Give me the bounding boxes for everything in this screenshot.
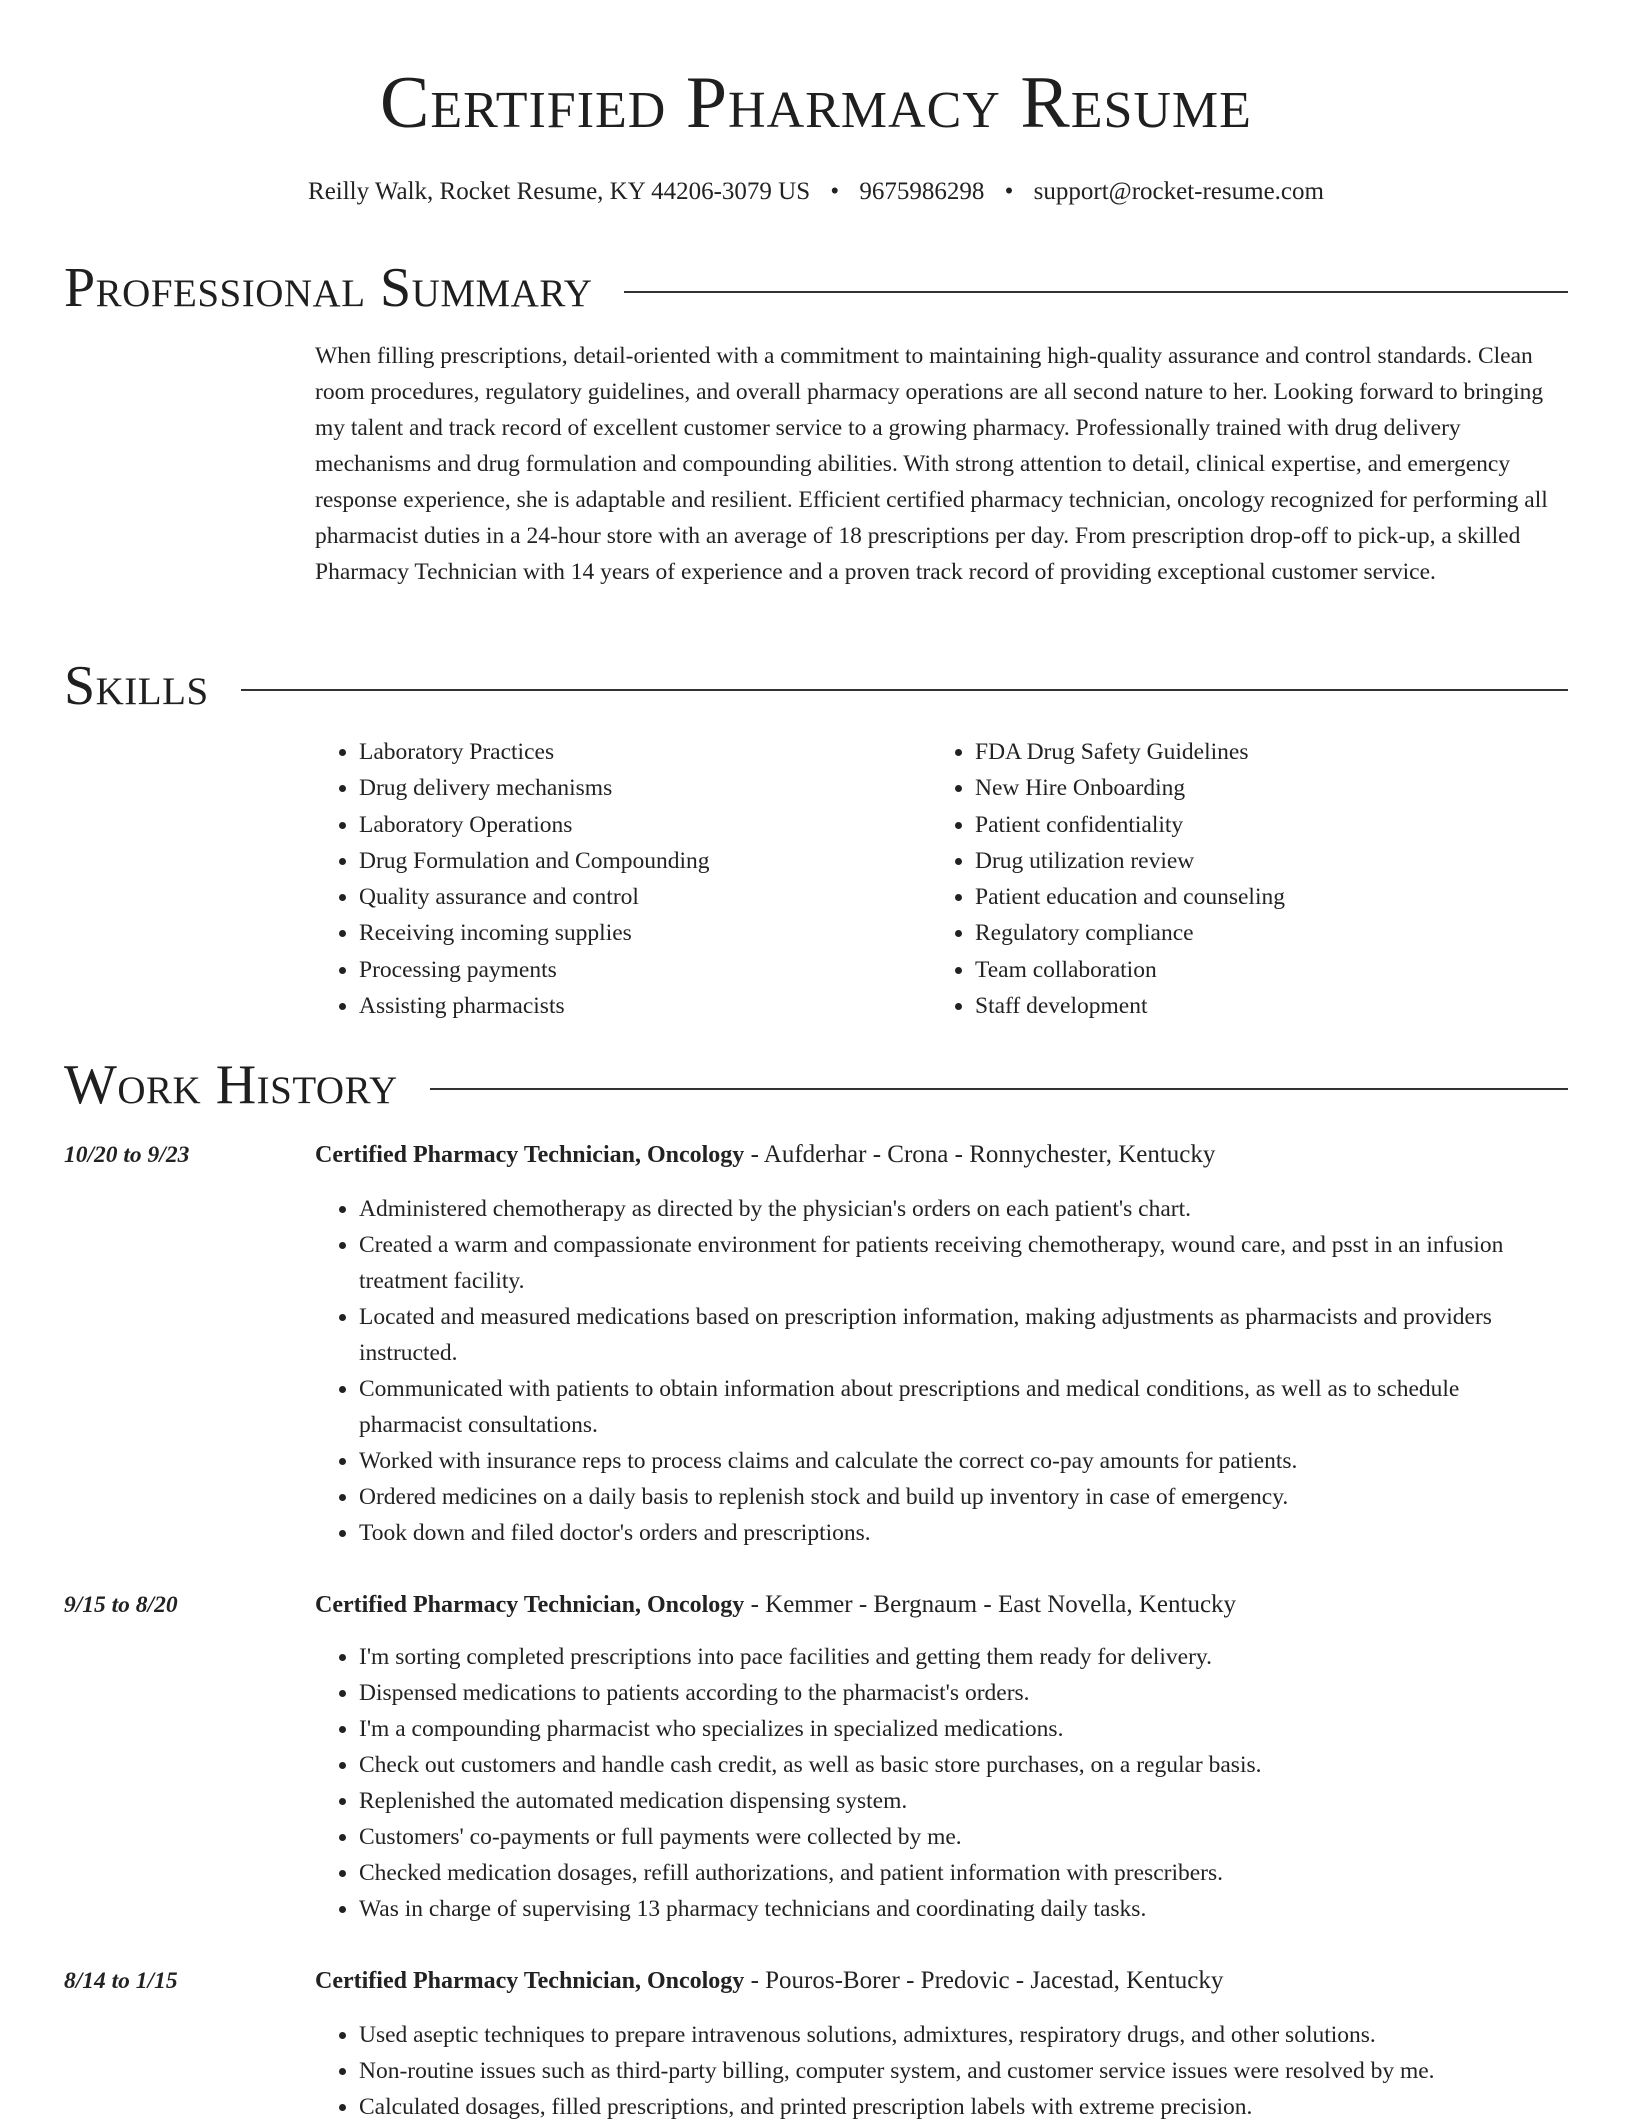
section-divider bbox=[430, 1088, 1568, 1090]
summary-section-header bbox=[64, 256, 1568, 320]
section-divider bbox=[624, 291, 1568, 293]
job-duty: • I'm sorting completed prescriptions into pace facilities and getting them ready for delivery. bbox=[359, 1639, 1568, 1675]
job-duty: • Worked with insurance reps to process claims and calculate the correct co-pay amounts for patients. bbox=[359, 1443, 1568, 1479]
job-duty: • Customers' co-payments or full payments were collected by me. bbox=[359, 1819, 1568, 1855]
summary-heading: Professional Summary bbox=[64, 257, 593, 319]
skill-item: • Quality assurance and control bbox=[359, 879, 931, 915]
job-employer: - Pouros-Borer - Predovic - Jacestad, Kentucky bbox=[744, 1967, 1224, 1994]
skill-item: • Assisting pharmacists bbox=[359, 988, 931, 1024]
job-duties bbox=[315, 2017, 1568, 2125]
skill-item: • Patient confidentiality bbox=[975, 807, 1547, 843]
work-heading: Work History bbox=[64, 1054, 398, 1116]
contact-line bbox=[0, 174, 1632, 210]
job-title: Certified Pharmacy Technician, Oncology bbox=[315, 1968, 745, 1994]
skill-item: • Team collaboration bbox=[975, 952, 1547, 988]
job-duty: • Check out customers and handle cash credit, as well as basic store purchases, on a regular basis. bbox=[359, 1747, 1568, 1783]
skill-item: • Staff development bbox=[975, 988, 1547, 1024]
job-duty: • I'm a compounding pharmacist who specializes in specialized medications. bbox=[359, 1711, 1568, 1747]
job-dates: 9/15 to 8/20 bbox=[64, 1592, 178, 1618]
job-duty: • Located and measured medications based on prescription information, making adjustments as pharmacists and providers instructed. bbox=[359, 1299, 1568, 1371]
job-duty: • Created a warm and compassionate environment for patients receiving chemotherapy, wound care, and psst in an infusion treatment facility. bbox=[359, 1227, 1568, 1299]
job-duty: • Ordered medicines on a daily basis to replenish stock and build up inventory in case of emergency. bbox=[359, 1479, 1568, 1515]
job-header bbox=[315, 1963, 1568, 1999]
summary-text: When filling prescriptions, detail-oriented with a commitment to maintaining high-quality assurance and control standards. Clean room procedures, regulatory guidelines, and overall pharmacy operations are all second nature to her. Looking forward to bringing my talent and track record of excellent customer service to a growing pharmacy. Professionally trained with drug delivery mechanisms and drug formulation and compounding abilities. With strong attention to detail, clinical expertise, and emergency response experience, she is adaptable and resilient. Efficient certified pharmacy technician, oncology recognized for performing all pharmacist duties in a 24-hour store with an average of 18 prescriptions per day. From prescription drop-off to pick-up, a skilled Pharmacy Technician with 14 years of experience and a proven track record of providing exceptional customer service. bbox=[315, 343, 1548, 585]
job-duties bbox=[315, 1191, 1568, 1551]
job-duty: • Was in charge of supervising 13 pharmacy technicians and coordinating daily tasks. bbox=[359, 1891, 1568, 1927]
skill-item: • Patient education and counseling bbox=[975, 879, 1547, 915]
contact-separator: • bbox=[1004, 178, 1014, 205]
contact-address: Reilly Walk, Rocket Resume, KY 44206-3079 US bbox=[308, 178, 811, 205]
skill-item: • FDA Drug Safety Guidelines bbox=[975, 734, 1547, 770]
job-duty: • Used aseptic techniques to prepare intravenous solutions, admixtures, respiratory drugs, and other solutions. bbox=[359, 2017, 1568, 2053]
skill-item: • Laboratory Practices bbox=[359, 734, 931, 770]
skills-section-header bbox=[64, 654, 1568, 718]
job-header bbox=[315, 1137, 1568, 1173]
job-duty: • Administered chemotherapy as directed by the physician's orders on each patient's chart. bbox=[359, 1191, 1568, 1227]
skill-item: • Receiving incoming supplies bbox=[359, 915, 931, 951]
job-title: Certified Pharmacy Technician, Oncology bbox=[315, 1592, 745, 1618]
skills-list-right bbox=[931, 734, 1547, 1024]
job-duties bbox=[315, 1639, 1568, 1927]
job-duty: • Replenished the automated medication dispensing system. bbox=[359, 1783, 1568, 1819]
contact-separator: • bbox=[830, 178, 840, 205]
resume-title: Certified Pharmacy Resume bbox=[380, 62, 1252, 144]
job-dates: 10/20 to 9/23 bbox=[64, 1142, 190, 1168]
job-employer: - Aufderhar - Crona - Ronnychester, Kentucky bbox=[744, 1141, 1216, 1168]
job-duty: • Took down and filed doctor's orders and prescriptions. bbox=[359, 1515, 1568, 1551]
section-divider bbox=[241, 689, 1568, 691]
skills-heading: Skills bbox=[64, 655, 209, 717]
job-duty: • Dispensed medications to patients according to the pharmacist's orders. bbox=[359, 1675, 1568, 1711]
job-duty: • Communicated with patients to obtain information about prescriptions and medical conditions, as well as to schedule pharmacist consultations. bbox=[359, 1371, 1568, 1443]
skill-item: • Laboratory Operations bbox=[359, 807, 931, 843]
skill-item: • Drug utilization review bbox=[975, 843, 1547, 879]
contact-phone: 9675986298 bbox=[859, 178, 985, 205]
job-duty: • Non-routine issues such as third-party billing, computer system, and customer service issues were resolved by me. bbox=[359, 2053, 1568, 2089]
skill-item: • Regulatory compliance bbox=[975, 915, 1547, 951]
contact-email: support@rocket-resume.com bbox=[1033, 178, 1324, 205]
skills-grid bbox=[315, 734, 1568, 1024]
job-header bbox=[315, 1587, 1568, 1623]
skill-item: • New Hire Onboarding bbox=[975, 770, 1547, 806]
job-title: Certified Pharmacy Technician, Oncology bbox=[315, 1142, 745, 1168]
job-employer: - Kemmer - Bergnaum - East Novella, Kentucky bbox=[744, 1591, 1237, 1618]
job-duty: • Calculated dosages, filled prescriptions, and printed prescription labels with extreme precision. bbox=[359, 2089, 1568, 2125]
skill-item: • Processing payments bbox=[359, 952, 931, 988]
work-section-header bbox=[64, 1053, 1568, 1117]
job-duty: • Checked medication dosages, refill authorizations, and patient information with prescribers. bbox=[359, 1855, 1568, 1891]
job-dates: 8/14 to 1/15 bbox=[64, 1968, 178, 1994]
skills-list-left bbox=[315, 734, 931, 1024]
skill-item: • Drug delivery mechanisms bbox=[359, 770, 931, 806]
skill-item: • Drug Formulation and Compounding bbox=[359, 843, 931, 879]
